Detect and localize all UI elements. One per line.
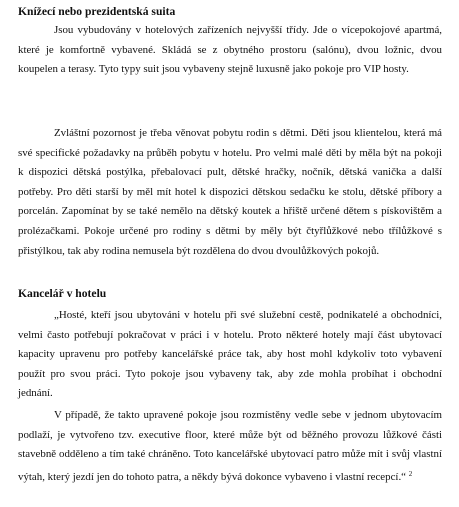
- paragraph-executive-floor: [18, 406, 442, 487]
- footnote-marker[interactable]: 2: [408, 469, 413, 478]
- paragraph-executive-floor-text: V případě, že takto upravené pokoje jsou rozmístěny vedle sebe v jednom ubytovacím podlaží, je vytvořeno tzv. executive floor, které může být od běžného provozu lůžkové části stavebně odděleno a tím také chráněno. Toto kancelářské ubytovací patro může mít i svůj vlastní výtah, který jezdí jen do tohoto patra, a někdy bývá dokonce vybaveno i vlastní recepcí.“: [18, 409, 442, 483]
- paragraph-families-with-children: Zvláštní pozornost je třeba věnovat pobytu rodin s dětmi. Děti jsou klientelou, která má své specifické požadavky na průběh pobytu v hotelu. Pro velmi malé děti by měla být na pokoji k dispozici dětská postýlka, přebalovací pult, dětské hračky, nočník, dětská vanička a další potřeby. Pro děti starší by měl mít hotel k dispozici dětskou sedačku ke stolu, dětské příbory a porcelán. Zapomínat by se také nemělo na dětský koutek a hřiště určené dětem s pískovištěm a prolézačkami. Pokoje určené pro rodiny s dětmi by měly být čtyřlůžkové nebo třílůžkové s přistýlkou, tak aby rodina nemusela být rozdělena do dvou dvoulůžkových pokojů.: [18, 127, 442, 257]
- paragraph-business-guests: „Hosté, kteří jsou ubytováni v hotelu při své služební cestě, podnikatelé a obchodníci, velmi často potřebují pokračovat v práci i v hotelu. Proto některé hotely mají část ubytovací kapacity upravenu pro potřeby kancelářské práce tak, aby host mohl kdykoliv toto vybavení použít pro svou práci. Tyto pokoje jsou vybaveny tak, aby zde mohla probíhat i obchodní jednání.: [18, 309, 442, 400]
- section-heading-suite: Knížecí nebo prezidentská suita: [18, 5, 176, 18]
- section-heading-hotel-office: Kancelář v hotelu: [18, 287, 107, 300]
- paragraph-suite-description: Jsou vybudovány v hotelových zařízeních nejvyšší třídy. Jde o vícepokojové apartmá, které je komfortně vybavené. Skládá se z obytného prostoru (salónu), dvou ložnic, dvou koupelen a terasy. Tyto typy suit jsou vybaveny stejně luxusně jako pokoje pro VIP hosty.: [18, 24, 442, 76]
